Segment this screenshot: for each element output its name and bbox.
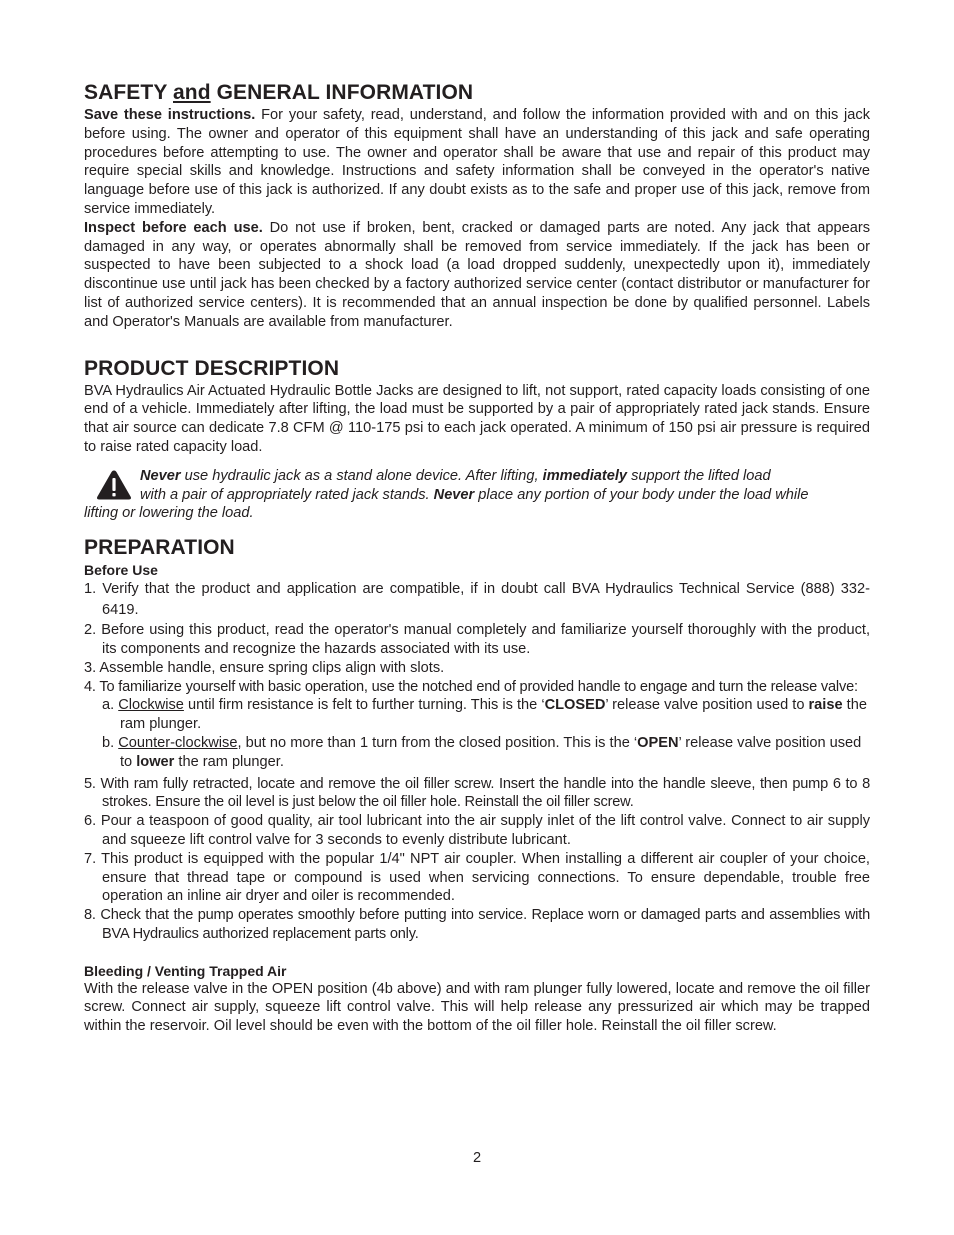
preparation-heading: PREPARATION — [84, 536, 235, 560]
warning-never-1: Never — [140, 467, 181, 484]
before-use-subheading: Before Use — [84, 562, 158, 579]
step-3: 3. Assemble handle, ensure spring clips align with slots. — [84, 659, 445, 676]
step-1: 1. Verify that the product and application are compatible, if in doubt call BVA Hydraulics Technical Service (888) 332-6419. — [84, 581, 870, 619]
step-4a-prefix: a. — [102, 697, 119, 714]
safety-paragraph-1 — [84, 106, 870, 219]
safety-paragraph-2 — [84, 219, 870, 332]
preparation-steps — [84, 579, 870, 696]
raise-term: raise — [808, 697, 843, 714]
safety-paragraph-2-text: Do not use if broken, bent, cracked or damaged parts are noted. Any jack that appears damaged in any way, or operates abnormally shall be removed from service immediately. If the jack has been or suspected to have been subjected to a shock load (a load dropped suddenly, unexpectedly upon it), immediately discontinue use until jack has been checked by a factory authorized service center (contact distributor or manufacturer for list of authorized service centers). It is recommended that an annual inspection be done by qualified personnel. Labels and Operator's Manuals are available from manufacturer. — [84, 219, 870, 330]
preparation-steps-continued — [84, 775, 870, 944]
warning-immediately: immediately — [542, 467, 628, 484]
step-8: 8. Check that the pump operates smoothly before putting into service. Replace worn or damaged parts and assemblies with BVA Hydraulics authorized replacement parts only. — [84, 907, 870, 942]
step-6: 6. Pour a teaspoon of good quality, air tool lubricant into the air supply inlet of the lift control valve. Connect to air supply and squeeze lift control valve for 3 seconds to evenly distribute lubricant. — [84, 813, 870, 848]
warning-text-2: support the lifted load — [627, 467, 771, 484]
warning-triangle-icon — [96, 469, 132, 501]
page-content — [84, 80, 870, 1036]
step-4b-text-1: , but no more than 1 turn from the closed position. This is the ‘ — [237, 734, 638, 751]
step-4a-text-2: ’ release valve position used to — [605, 697, 809, 714]
bleeding-section — [84, 962, 870, 1036]
clockwise-term: Clockwise — [118, 697, 184, 714]
product-section — [84, 356, 870, 457]
product-paragraph: BVA Hydraulics Air Actuated Hydraulic Bottle Jacks are designed to lift, not support, rated capacity loads consisting of one end of a vehicle. Immediately after lifting, the load must be supported by a pair of appropriately rated jack stands. Ensure that air source can dedicate 7.8 CFM @ 110-175 psi to each jack operated. A minimum of 150 psi air pressure is required to raise rated capacity load. — [84, 382, 870, 455]
safety-title-rest: GENERAL INFORMATION — [210, 81, 474, 104]
save-instructions-lead: Save these instructions. — [84, 107, 256, 123]
bleeding-paragraph: With the release valve in the OPEN position (4b above) and with ram plunger fully lowered, locate and remove the oil filler screw. Connect air supply, squeeze lift control valve. This will help release any pressurized air which may be trapped within the reservoir. Oil level should be even with the bottom of the oil filler hole. Reinstall the oil filler screw. — [84, 980, 870, 1035]
warning-block — [84, 467, 870, 523]
step-5: 5. With ram fully retracted, locate and remove the oil filler screw. Insert the handle into the handle sleeve, then pump 6 to 8 strokes. Ensure the oil level is just below the oil filler hole. Reinstall the oil filler screw. — [84, 775, 870, 811]
warning-line-2 — [84, 486, 870, 505]
bleeding-subheading: Bleeding / Venting Trapped Air — [84, 962, 287, 979]
step-4: 4. To familiarize yourself with basic operation, use the notched end of provided handle to engage and turn the release valve: — [84, 678, 858, 695]
inspect-lead: Inspect before each use. — [84, 219, 263, 236]
warning-line-3: lifting or lowering the load. — [84, 505, 254, 522]
product-heading: PRODUCT DESCRIPTION — [84, 356, 340, 380]
step-4b-text-2: ’ release valve position used to — [120, 734, 862, 770]
step-4b-text-3: the ram plunger. — [174, 753, 284, 770]
warning-line-1 — [84, 467, 870, 486]
step-4a — [84, 696, 870, 734]
preparation-section — [84, 535, 870, 944]
safety-title-part: SAFETY — [84, 81, 173, 104]
warning-text-1: use hydraulic jack as a stand alone device. After lifting, — [180, 467, 543, 484]
counter-clockwise-term: Counter-clockwise — [118, 734, 238, 751]
warning-text-4: place any portion of your body under the load while — [474, 486, 809, 503]
step-7: 7. This product is equipped with the popular 1/4" NPT air coupler. When installing a different air coupler of your choice, ensure that thread tape or compound is used when servicing connections. To ensure dependable, trouble free operation an inline air dryer and oiler is recommended. — [84, 850, 870, 905]
step-4b-prefix: b. — [102, 734, 119, 751]
step-4a-text-3: the ram plunger. — [120, 697, 867, 733]
safety-title-and: and — [173, 81, 211, 104]
page-number: 2 — [472, 1150, 482, 1166]
closed-term: CLOSED — [544, 697, 606, 714]
safety-paragraph-1-text: For your safety, read, understand, and follow the information provided with and on this jack before using. The owner and operator of this equipment shall have an understanding of this jack and safe operating procedures before attempting to use. The owner and operator shall be aware that use and repair of this product may require special skills and knowledge. Instructions and safety information shall be conveyed in the operator's native language before use of this jack is authorized. If any doubt exists as to the safe and proper use of this jack, remove from service immediately. — [84, 107, 870, 217]
open-term: OPEN — [637, 734, 679, 751]
step-4a-text-1: until firm resistance is felt to further turning. This is the ‘ — [183, 697, 545, 714]
step-4b — [84, 734, 870, 772]
warning-text-3: with a pair of appropriately rated jack stands. — [140, 486, 434, 503]
lower-term: lower — [136, 753, 175, 770]
safety-heading — [84, 80, 870, 106]
step-2: 2. Before using this product, read the operator's manual completely and familiarize yourself thoroughly with the product, its components and recognize the hazards associated with its use. — [84, 622, 870, 657]
warning-never-2: Never — [433, 486, 475, 503]
